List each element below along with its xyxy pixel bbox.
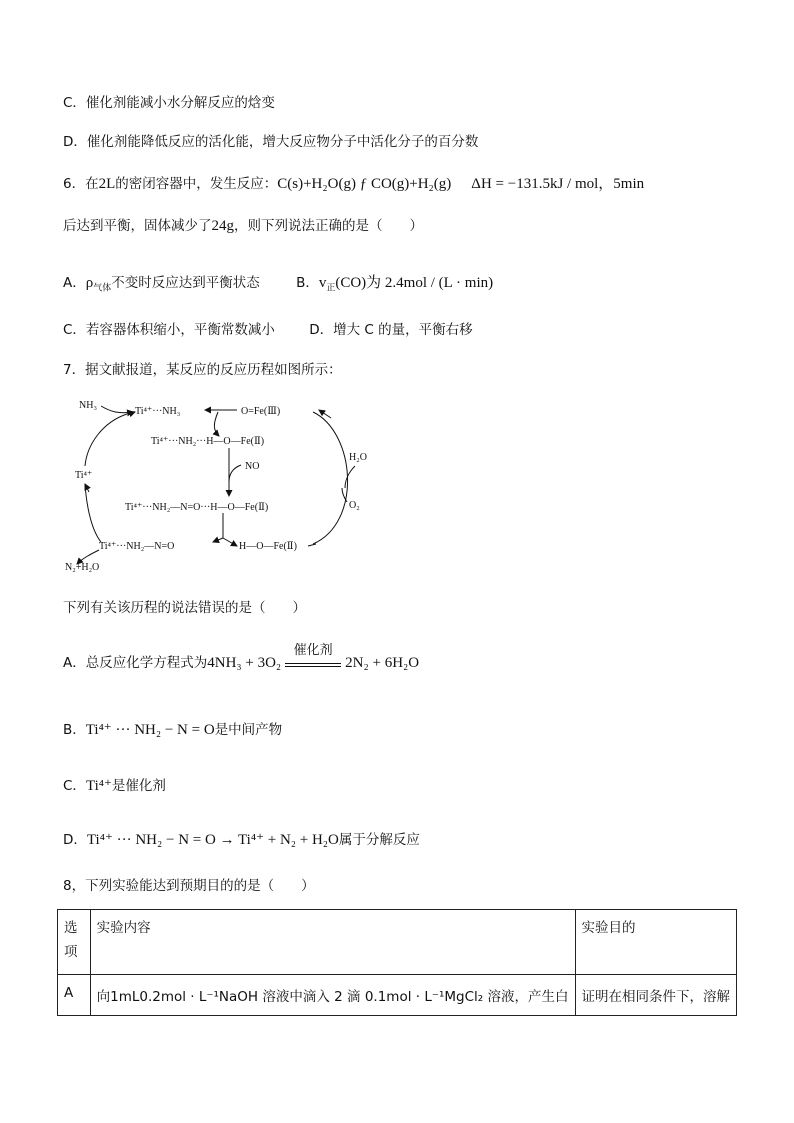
cycle-arc-left-top xyxy=(85,414,127,466)
cycle-arc-left-bottom xyxy=(85,484,101,542)
header-content: 实验内容 xyxy=(90,910,575,975)
label-h2o-right: H₂O xyxy=(349,452,367,463)
q7-option-b: B．Ti⁴⁺ ··· NH₂ − N = O是中间产物 xyxy=(63,722,283,738)
q6-option-b: B．$v_正(CO)$为 2.4mol / (L · min) xyxy=(296,275,494,294)
label-ti-intermediate: Ti⁴⁺···NH₂—N=O···H—O—Fe(Ⅱ) xyxy=(125,502,269,513)
q6-line2-prefix: 后达到平衡，固体减少了 xyxy=(63,218,212,234)
table-row xyxy=(58,975,737,1016)
q6-stem-mid: 的密闭容器中，发生反应： xyxy=(115,176,278,192)
label-ti-nh2-h: Ti⁴⁺···NH₂···H—O—Fe(Ⅱ) xyxy=(151,436,265,447)
q6-volume: 2L xyxy=(98,176,116,192)
q6-line2-suffix: ，则下列说法正确的是（ ） xyxy=(234,218,423,234)
label-h-o-fe2: H—O—Fe(Ⅱ) xyxy=(239,541,297,552)
experiment-table xyxy=(57,909,737,1016)
row-a-purpose: 证明在相同条件下，溶解 xyxy=(575,975,737,1016)
header-option: 选项 xyxy=(58,910,91,975)
q6-options-ab xyxy=(63,271,493,294)
arrow-nh3-in xyxy=(101,406,133,413)
arrow-step1 xyxy=(214,412,219,436)
q6-stem-line2 xyxy=(63,214,423,235)
q5-option-c: C．催化剂能减小水分解反应的焓变 xyxy=(63,95,275,111)
q6-option-a: A．$\rho_{气体}$不变时反应达到平衡状态 xyxy=(63,275,260,294)
q7-question: 下列有关该历程的说法错误的是（ ） xyxy=(63,600,306,616)
label-o2: O₂ xyxy=(349,500,360,511)
q7-option-c: C．Ti⁴⁺是催化剂 xyxy=(63,778,166,794)
arrow-to-ti-nno xyxy=(213,538,223,542)
arrow-to-hofe2 xyxy=(223,538,237,546)
row-a-content: 向1mL0.2mol · L⁻¹NaOH 溶液中滴入 2 滴 0.1mol · L⁻¹MgCl₂ 溶液，产生白 xyxy=(90,975,575,1016)
q7-stem: 7．据文献报道，某反应的反应历程如图所示： xyxy=(63,362,342,378)
label-ti-nno: Ti⁴⁺···NH₂—N=O xyxy=(99,541,175,552)
label-o-fe3: O=Fe(Ⅲ) xyxy=(241,406,281,417)
label-n2-h2o: N₂+H₂O xyxy=(65,562,100,573)
catalyst-arrow: 催化剂 xyxy=(283,653,343,673)
q5-option-d: D．催化剂能降低反应的活化能，增大反应物分子中活化分子的百分数 xyxy=(63,134,479,150)
label-nh3: NH₃ xyxy=(79,400,97,411)
q6-reaction: C(s)+H₂O(g) ƒ CO(g)+H₂(g) xyxy=(277,176,452,192)
reaction-mechanism-diagram xyxy=(63,392,375,580)
q6-stem-prefix: 6．在 xyxy=(63,176,99,192)
q6-stem-line1 xyxy=(63,172,644,193)
row-a-option: A xyxy=(58,975,91,1016)
q6-enthalpy: ΔH = −131.5kJ / mol，5min xyxy=(471,176,645,192)
table-header-row xyxy=(58,910,737,975)
header-purpose: 实验目的 xyxy=(575,910,737,975)
label-ti-nh3: Ti⁴⁺···NH₃ xyxy=(135,406,181,417)
q7-option-a: A．总反应化学方程式为4NH₃ + 3O₂ 催化剂 2N₂ + 6H₂O xyxy=(63,643,420,671)
q8-stem: 8，下列实验能达到预期目的的是（ ） xyxy=(63,878,315,894)
q6-option-c: C．若容器体积缩小，平衡常数减小 xyxy=(63,322,275,338)
q6-option-d: D．增大 C 的量，平衡右移 xyxy=(309,322,473,338)
q7-option-d: D．Ti⁴⁺ ··· NH₂ − N = O → Ti⁴⁺ + N₂ + H₂O属于分解反应 xyxy=(63,832,420,848)
label-ti-left: Ti⁴⁺ xyxy=(75,470,93,481)
cycle-arc-right xyxy=(313,412,348,544)
arrow-no-in xyxy=(229,465,241,482)
label-no: NO xyxy=(245,461,260,472)
q6-mass: 24g xyxy=(211,218,234,234)
cycle-arc-right-end xyxy=(308,544,316,546)
q6-options-cd xyxy=(63,318,473,338)
